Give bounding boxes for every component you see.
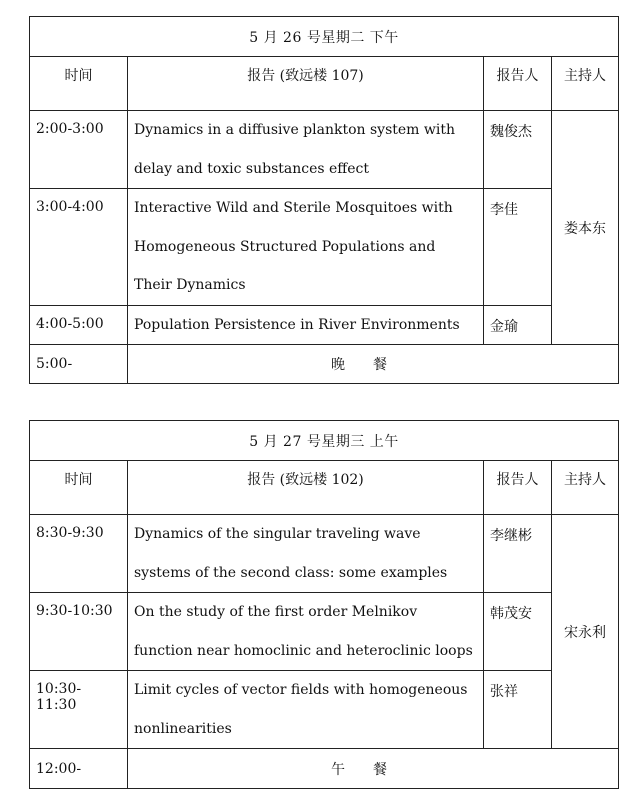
- session-host: 娄本东: [552, 111, 619, 345]
- header-time: 时间: [30, 57, 128, 111]
- header-row: [30, 461, 619, 515]
- header-host: 主持人: [552, 461, 619, 515]
- schedule-table-day-1: [29, 16, 619, 384]
- day-title-row: [30, 421, 619, 461]
- session-row: [30, 515, 619, 593]
- meal-time: 5:00-: [30, 345, 128, 384]
- day-title: 5 月 27 号星期三 上午: [30, 421, 619, 461]
- meal-label: 晚餐: [128, 345, 619, 384]
- session-row: [30, 671, 619, 749]
- session-speaker: 金瑜: [484, 305, 552, 345]
- session-talk: Limit cycles of vector fields with homogeneous nonlinearities: [128, 671, 484, 749]
- header-speaker: 报告人: [484, 461, 552, 515]
- session-time: 10:30-11:30: [30, 671, 128, 749]
- session-time: 8:30-9:30: [30, 515, 128, 593]
- session-time: 2:00-3:00: [30, 111, 128, 189]
- session-time: 3:00-4:00: [30, 189, 128, 306]
- header-speaker: 报告人: [484, 57, 552, 111]
- session-time: 9:30-10:30: [30, 593, 128, 671]
- session-talk: Dynamics in a diffusive plankton system with delay and toxic substances effect: [128, 111, 484, 189]
- header-talk: 报告 (致远楼 107): [128, 57, 484, 111]
- header-row: [30, 57, 619, 111]
- session-row: [30, 305, 619, 345]
- header-time: 时间: [30, 461, 128, 515]
- session-talk: On the study of the first order Melnikov function near homoclinic and heteroclinic loops: [128, 593, 484, 671]
- meal-row: [30, 345, 619, 384]
- session-time: 4:00-5:00: [30, 305, 128, 345]
- session-talk: Dynamics of the singular traveling wave systems of the second class: some examples: [128, 515, 484, 593]
- meal-label: 午餐: [128, 749, 619, 789]
- header-talk: 报告 (致远楼 102): [128, 461, 484, 515]
- day-title-row: [30, 17, 619, 57]
- session-row: [30, 593, 619, 671]
- session-speaker: 韩茂安: [484, 593, 552, 671]
- day-title: 5 月 26 号星期二 下午: [30, 17, 619, 57]
- header-host: 主持人: [552, 57, 619, 111]
- schedule-table-day-2: [29, 420, 619, 789]
- session-speaker: 张祥: [484, 671, 552, 749]
- session-talk: Population Persistence in River Environments: [128, 305, 484, 345]
- session-row: [30, 189, 619, 306]
- meal-row: [30, 749, 619, 789]
- session-speaker: 李佳: [484, 189, 552, 306]
- session-host: 宋永利: [552, 515, 619, 749]
- meal-time: 12:00-: [30, 749, 128, 789]
- session-row: [30, 111, 619, 189]
- session-talk: Interactive Wild and Sterile Mosquitoes with Homogeneous Structured Populations and Their Dynamics: [128, 189, 484, 306]
- session-speaker: 魏俊杰: [484, 111, 552, 189]
- session-speaker: 李继彬: [484, 515, 552, 593]
